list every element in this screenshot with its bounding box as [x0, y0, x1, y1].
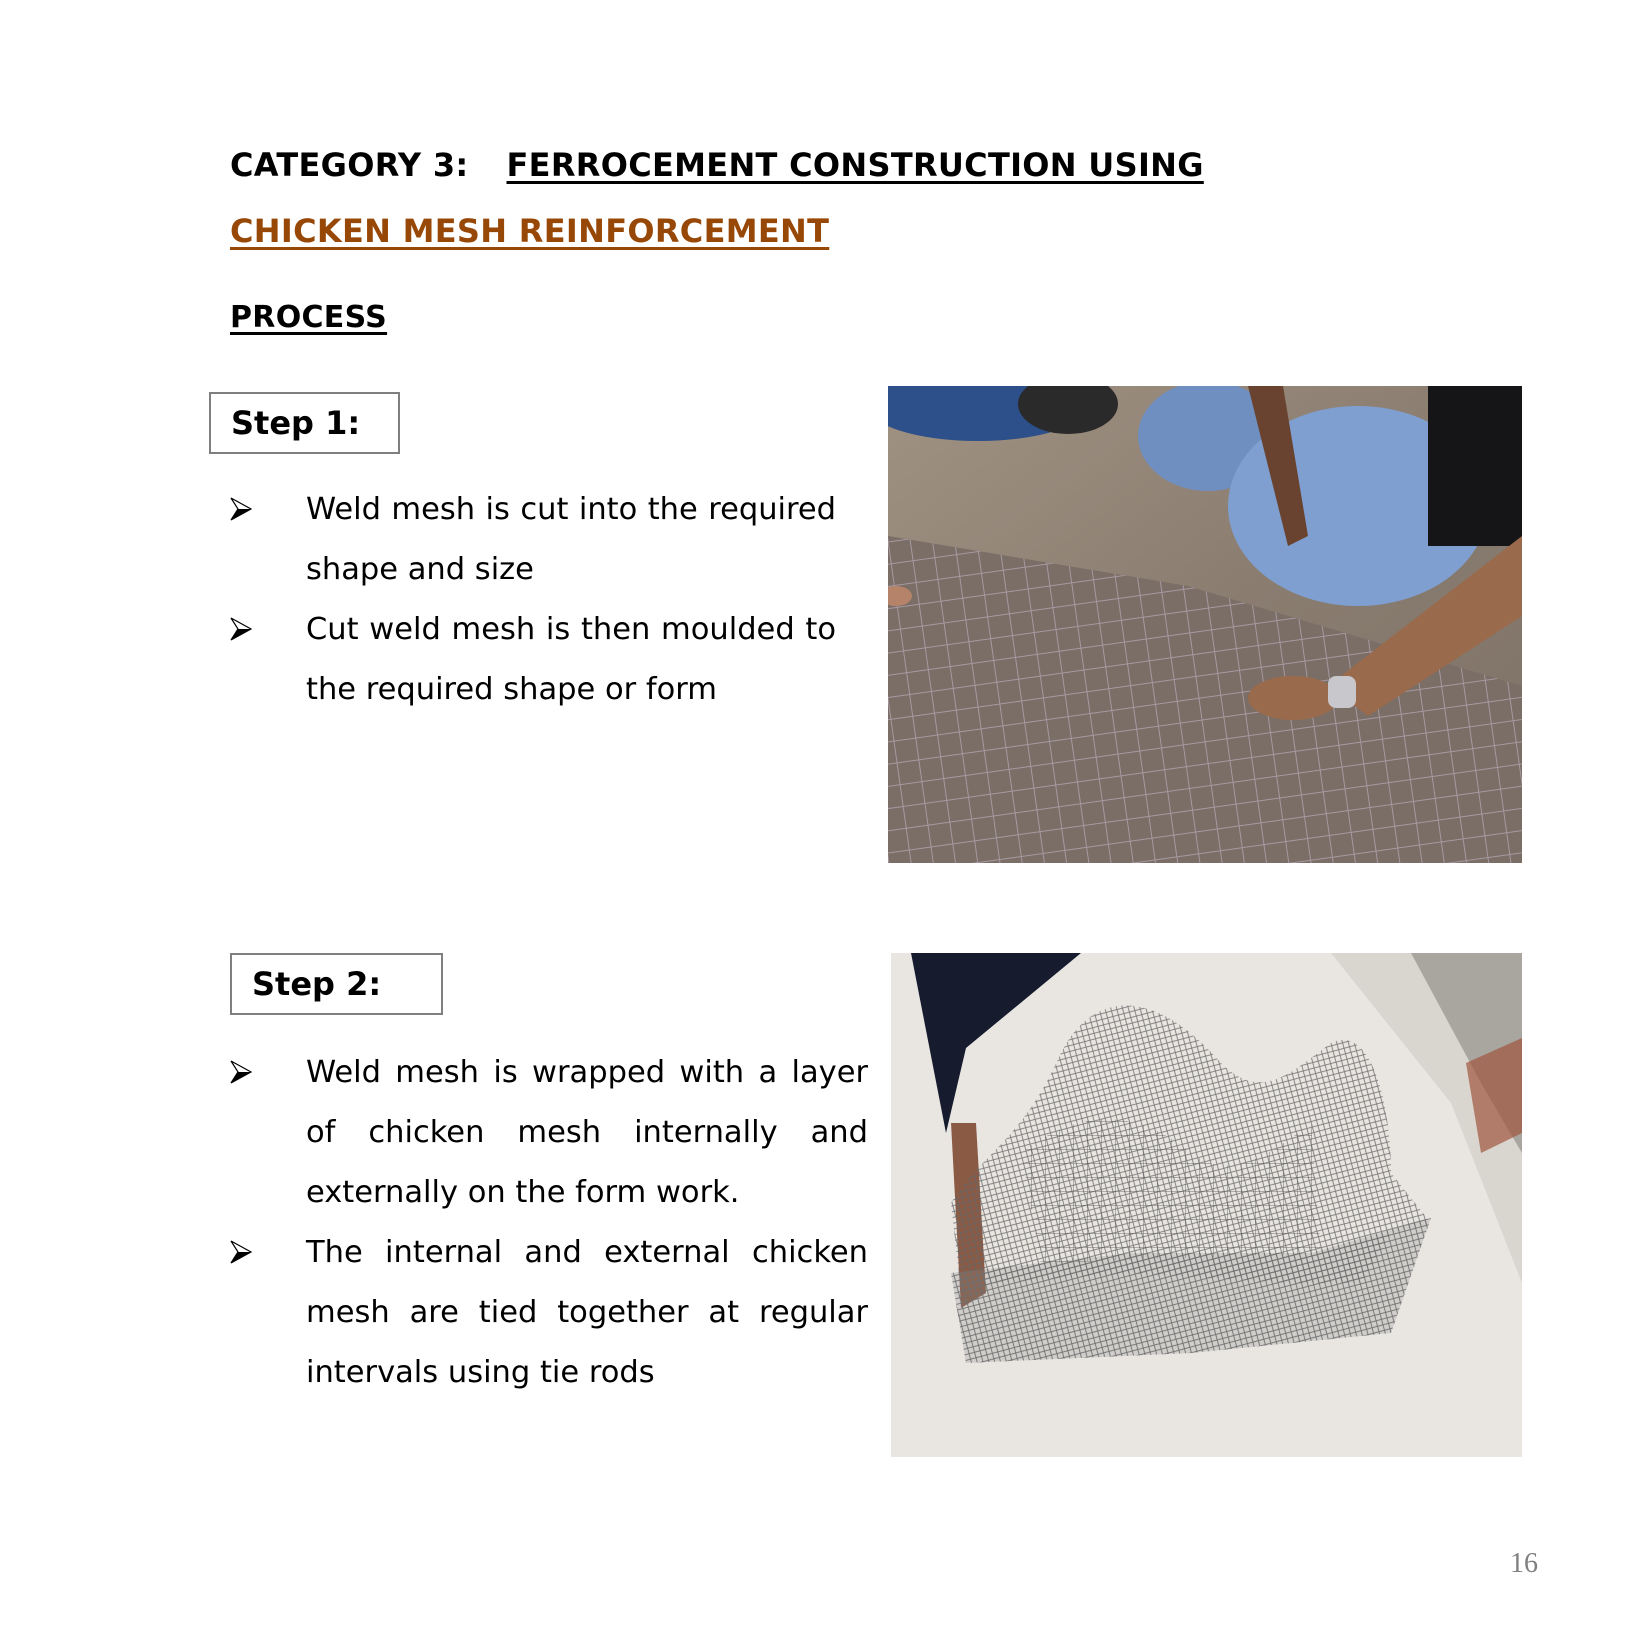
step-1-label: Step 1: — [231, 404, 361, 442]
photo-icon — [888, 386, 1522, 863]
list-item — [230, 600, 836, 720]
bullet-text: The internal and external chicken mesh are tied together at regular intervals using tie rods — [306, 1235, 868, 1390]
category-label: CATEGORY 3: — [230, 146, 469, 184]
photo-icon — [891, 953, 1522, 1457]
arrowhead-bullet-icon — [230, 1240, 252, 1264]
step-1-photo — [888, 386, 1522, 863]
list-item — [230, 1223, 868, 1403]
document-title-line-2 — [230, 212, 829, 250]
section-title: PROCESS — [230, 300, 388, 335]
page-number: 16 — [1510, 1548, 1538, 1579]
bullet-text: Weld mesh is cut into the required shape and size — [306, 492, 836, 587]
step-2-photo — [891, 953, 1522, 1457]
step-1-label-box — [209, 392, 400, 454]
document-title-line-1 — [230, 146, 1204, 184]
arrowhead-bullet-icon — [230, 497, 252, 521]
bullet-text: Weld mesh is wrapped with a layer of chicken mesh internally and externally on the form work. — [306, 1055, 868, 1210]
title-part-2: CHICKEN MESH REINFORCEMENT — [230, 212, 830, 250]
step-2-label: Step 2: — [252, 965, 382, 1003]
section-heading — [230, 300, 387, 335]
list-item — [230, 1043, 868, 1223]
arrowhead-bullet-icon — [230, 1060, 252, 1084]
step-2-label-box — [230, 953, 443, 1015]
list-item — [230, 480, 836, 600]
step-2-bullet-list — [230, 1043, 868, 1403]
title-part-1: FERROCEMENT CONSTRUCTION USING — [506, 146, 1204, 184]
bullet-text: Cut weld mesh is then moulded to the required shape or form — [306, 612, 836, 707]
step-1-bullet-list — [230, 480, 836, 720]
arrowhead-bullet-icon — [230, 617, 252, 641]
